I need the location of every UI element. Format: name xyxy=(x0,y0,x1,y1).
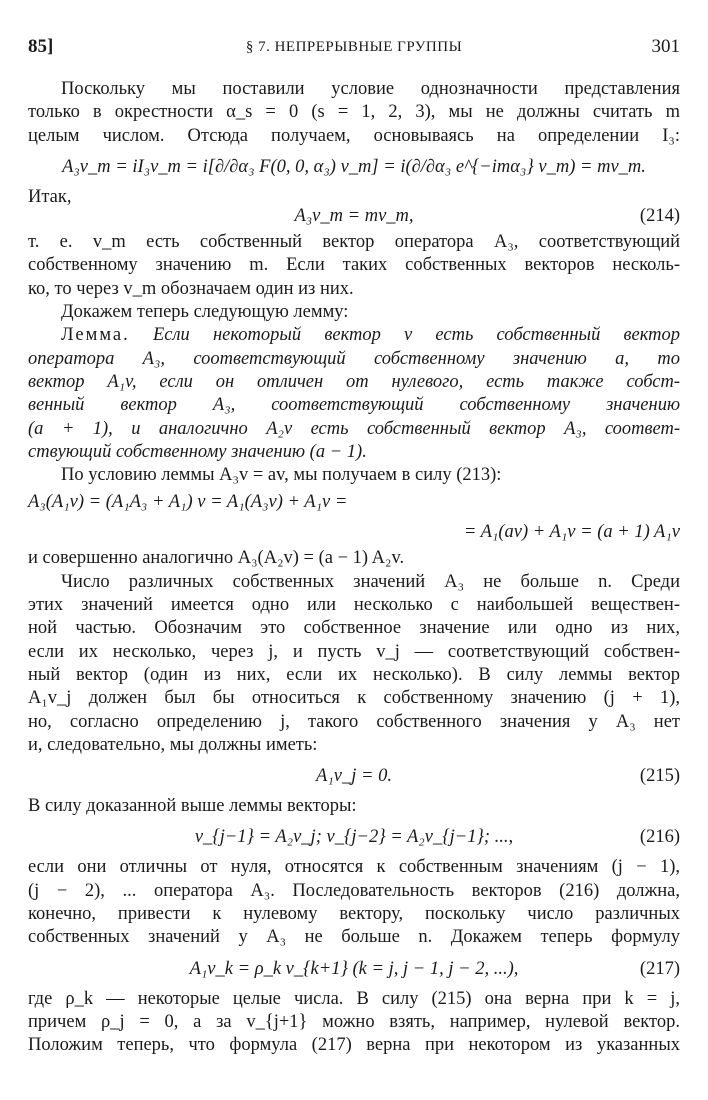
text-line: причем ρ_j = 0, а за v_{j+1} можно взять, например, нулевой вектор. xyxy=(28,1011,680,1032)
text-line: ко, то через v_m обозначаем один из них. xyxy=(28,278,354,299)
text-line: целым числом. Отсюда получаем, основываясь на определении I₃: xyxy=(28,125,680,146)
lemma-line: венный вектор A₃, соответствующий собственному значению xyxy=(28,395,680,416)
lemma-label: Лемма. xyxy=(61,325,130,346)
equation-body: A₁v_k = ρ_k v_{k+1} (k = j, j − 1, j − 2, ...), xyxy=(189,958,519,979)
equation-number: (214) xyxy=(639,206,680,227)
equation-body: A₃(A₁v) = (A₁A₃ + A₁) v = A₁(A₃v) + A₁v = xyxy=(28,492,348,513)
text-line: и, следовательно, мы должны иметь: xyxy=(28,734,318,755)
equation-body: A₃v_m = mv_m, xyxy=(294,206,414,227)
page-body xyxy=(28,78,680,1058)
text-line: Итак, xyxy=(28,186,72,207)
text-line: (j − 2), ... оператора A₃. Последовательность векторов (216) должна, xyxy=(28,880,680,901)
text-line: этих значений имеется одно или несколько с наибольшей веществен- xyxy=(28,595,680,616)
book-page xyxy=(28,0,680,1100)
lemma-line: ствующий собственному значению (a − 1). xyxy=(28,441,367,462)
text-line: ный вектор (один из них, если их несколько). В силу леммы вектор xyxy=(28,664,680,685)
text-line: ной частью. Обозначим это собственное значение или одно из них, xyxy=(28,618,680,639)
equation xyxy=(28,517,680,547)
text-line: если их несколько, через j, и пусть v_j — соответствующий собствен- xyxy=(28,641,680,662)
equation-number: (216) xyxy=(639,827,680,848)
equation-217 xyxy=(28,950,680,988)
lemma-text: Если некоторый вектор v есть собственный вектор xyxy=(152,325,681,346)
equation-number: (217) xyxy=(639,958,680,979)
equation-214 xyxy=(28,201,680,231)
equation-body: v_{j−1} = A₂v_j; v_{j−2} = A₂v_{j−1}; ..., xyxy=(194,827,514,848)
text-line: Положим теперь, что формула (217) верна при некотором из указанных xyxy=(28,1035,680,1056)
text-line: Число различных собственных значений A₃ не больше n. Среди xyxy=(61,571,680,592)
text-line: По условию леммы A₃v = av, мы получаем в силу (213): xyxy=(61,465,502,486)
equation-216 xyxy=(28,818,680,856)
text-line: где ρ_k — некоторые целые числа. В силу (215) она верна при k = j, xyxy=(28,988,680,1009)
text-line: собственных значений у A₃ не больше n. Докажем теперь формулу xyxy=(28,927,680,948)
text-line: Поскольку мы поставили условие однозначности представления xyxy=(61,79,680,99)
text-line: A₁v_j должен был бы относиться к собственному значению (j + 1), xyxy=(28,688,680,709)
lemma-line: оператора A₃, соответствующий собственному значению a, то xyxy=(28,348,680,369)
equation-body: A₃v_m = iI₃v_m = i[∂/∂α₃ F(0, 0, α₃) v_m] = i(∂/∂α₃ e^{−imα₃} v_m) = mv_m. xyxy=(62,156,646,177)
equation-number: (215) xyxy=(639,766,680,787)
lemma-line xyxy=(28,324,680,347)
lemma-line: (a + 1), и аналогично A₂v есть собственный вектор A₃, соответ- xyxy=(28,418,680,439)
equation xyxy=(28,148,680,186)
text-line: только в окрестности α_s = 0 (s = 1, 2, 3), мы не должны считать m xyxy=(28,102,680,123)
equation-215 xyxy=(28,757,680,795)
page-number: 301 xyxy=(651,36,680,57)
text-line: т. е. v_m есть собственный вектор оператора A₃, соответствующий xyxy=(28,232,680,253)
text-line: если они отличны от нуля, относятся к собственным значениям (j − 1), xyxy=(28,857,680,878)
equation xyxy=(28,487,680,517)
text-line: собственному значению m. Если таких собственных векторов несколь- xyxy=(28,255,680,276)
chapter-title: § 7. НЕПРЕРЫВНЫЕ ГРУППЫ xyxy=(245,39,463,55)
section-number: 85] xyxy=(28,36,54,57)
equation-body: A₁v_j = 0. xyxy=(316,766,392,787)
running-header xyxy=(28,36,680,62)
text-line: В силу доказанной выше леммы векторы: xyxy=(28,796,357,817)
text-line: но, согласно определению j, такого собственного значения у A₃ нет xyxy=(28,711,680,732)
equation-body: = A₁(av) + A₁v = (a + 1) A₁v xyxy=(463,522,680,543)
text-line: Докажем теперь следующую лемму: xyxy=(61,302,349,323)
lemma-line: вектор A₁v, если он отличен от нулевого, есть также собст- xyxy=(28,371,680,392)
text-line: и совершенно аналогично A₃(A₂v) = (a − 1) A₂v. xyxy=(28,548,405,569)
text-line: конечно, привести к нулевому вектору, поскольку число различных xyxy=(28,904,680,925)
